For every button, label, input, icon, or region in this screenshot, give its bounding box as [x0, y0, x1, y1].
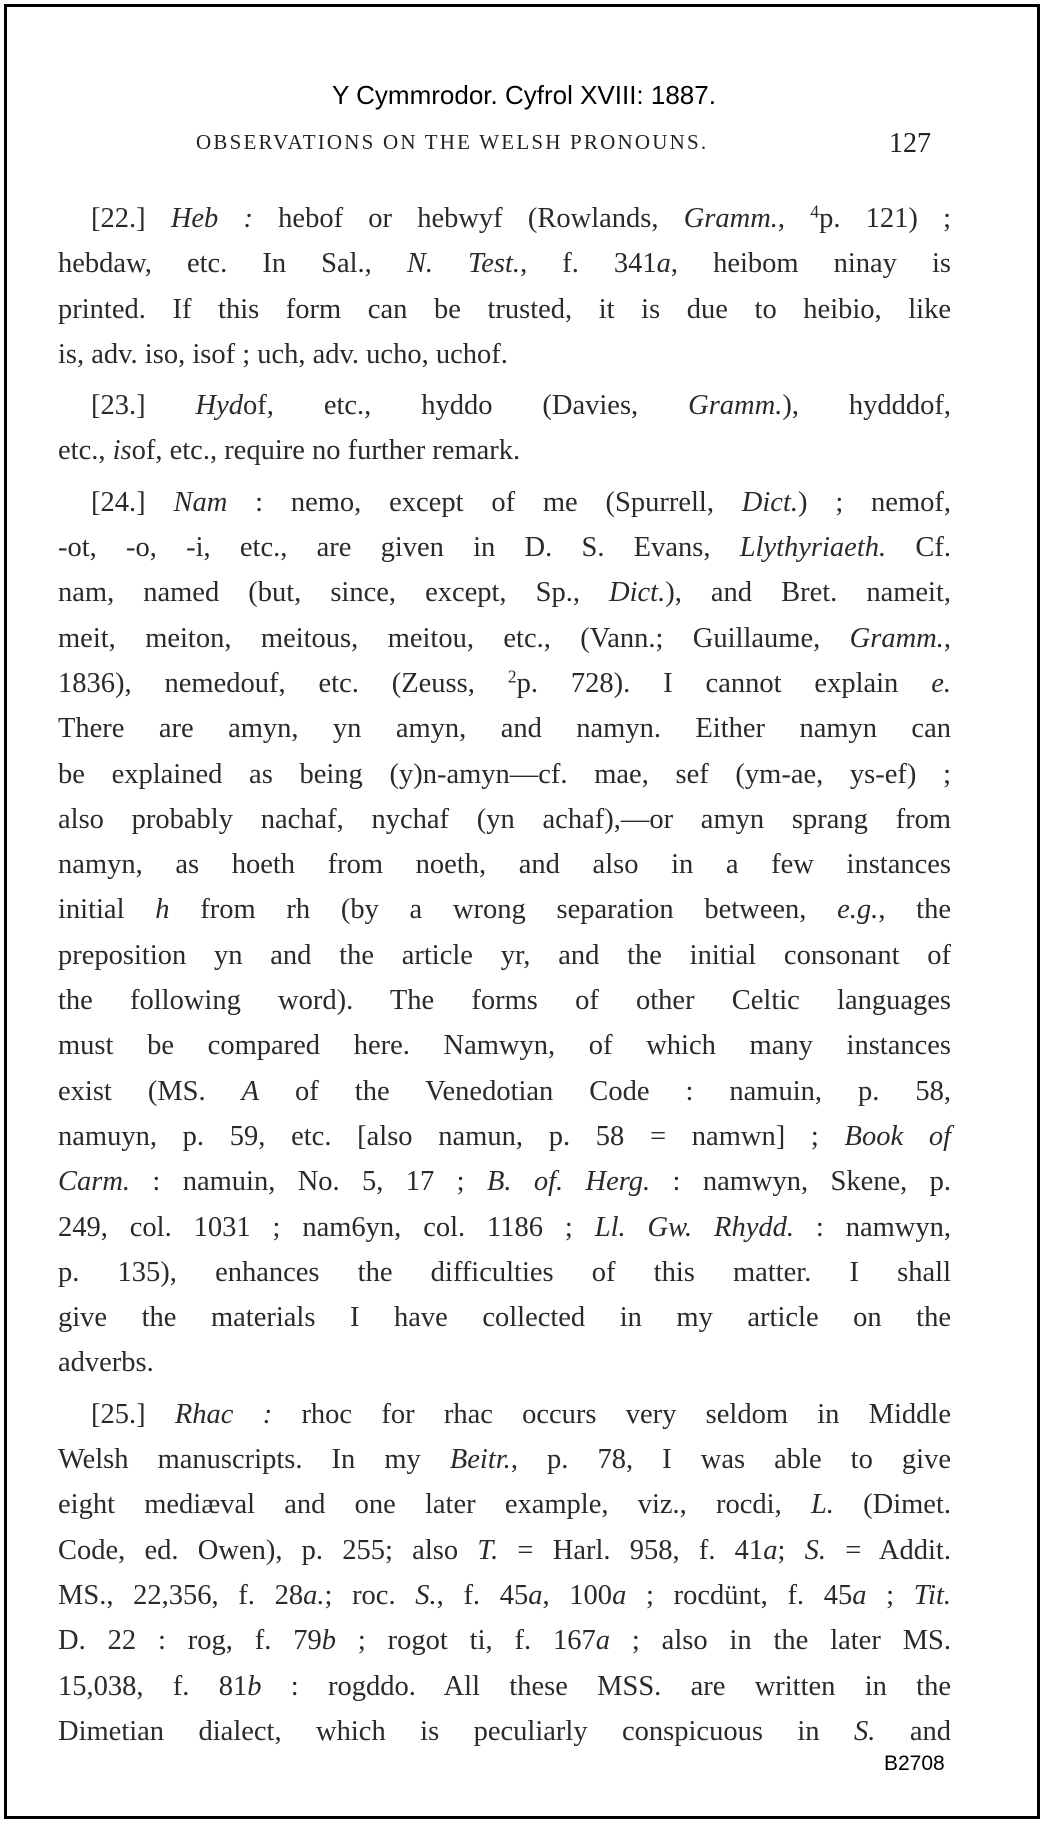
text-line: the following word). The forms of other Celtic languages [58, 985, 951, 1017]
document-id: B2708 [884, 1752, 945, 1775]
text-line: etc., isof, etc., require no further remark. [58, 435, 521, 467]
text-line: namyn, as hoeth from noeth, and also in a few instances [58, 849, 951, 881]
text-line: exist (MS. A of the Venedotian Code : namuin, p. 58, [58, 1075, 951, 1107]
journal-caption: Y Cymmrodor. Cyfrol XVIII: 1887. [332, 80, 716, 110]
text-line: Code, ed. Owen), p. 255; also T. = Harl. 958, f. 41a; S. = Addit. [58, 1534, 951, 1566]
text-line: Carm. : namuin, No. 5, 17 ; B. of. Herg. : namwyn, Skene, p. [58, 1166, 952, 1198]
text-line: initial h from rh (by a wrong separation between, e.g., the [58, 894, 951, 926]
text-line: meit, meiton, meitous, meitou, etc., (Vann.; Guillaume, Gramm., [58, 622, 951, 654]
text-line: D. 22 : rog, f. 79b ; rogot ti, f. 167a ; also in the later MS. [58, 1625, 952, 1657]
text-line: printed. If this form can be trusted, it is due to heibio, like [58, 293, 951, 325]
text-line: There are amyn, yn amyn, and namyn. Either namyn can [58, 713, 951, 745]
text-line: also probably nachaf, nychaf (yn achaf),—or amyn sprang from [58, 803, 951, 835]
text-line: 15,038, f. 81b : rogddo. All these MSS. are written in the [58, 1670, 951, 1702]
text-line: MS., 22,356, f. 28a.; roc. S., f. 45a, 100a ; rocdünt, f. 45a ; Tit. [58, 1579, 952, 1611]
text-line: eight mediæval and one later example, viz., rocdi, L. (Dimet. [58, 1489, 951, 1521]
text-line: Dimetian dialect, which is peculiarly conspicuous in S. and [58, 1715, 951, 1747]
body-text [58, 196, 951, 1754]
text-line: p. 135), enhances the difficulties of this matter. I shall [58, 1256, 951, 1288]
text-line: adverbs. [58, 1347, 154, 1379]
text-line: [24.] Nam : nemo, except of me (Spurrell, Dict.) ; nemof, [91, 486, 951, 518]
text-line: namuyn, p. 59, etc. [also namun, p. 58 = namwn] ; Book of [58, 1120, 951, 1152]
text-line: nam, named (but, since, except, Sp., Dict.), and Bret. nameit, [58, 577, 951, 609]
text-line: 1836), nemedouf, etc. (Zeuss, $^2$p. 728). I cannot explain e. [58, 666, 951, 699]
text-line: hebdaw, etc. In Sal., N. Test., f. 341a, heibom ninay is [58, 248, 951, 280]
text-line: be explained as being (y)n-amyn—cf. mae, sef (ym-ae, ys-ef) ; [58, 758, 951, 790]
page-number: 127 [889, 128, 931, 159]
text-line: -ot, -o, -i, etc., are given in D. S. Evans, Llythyriaeth. Cf. [58, 532, 951, 564]
text-line: is, adv. iso, isof ; uch, adv. ucho, uchof. [58, 338, 508, 370]
paragraph-23 [58, 383, 951, 474]
text-line: [25.] Rhac : rhoc for rhac occurs very seldom in Middle [91, 1398, 951, 1430]
text-line: [23.] Hydof, etc., hyddo (Davies, Gramm.), hydddof, [91, 390, 952, 422]
text-line: Welsh manuscripts. In my Beitr., p. 78, I was able to give [58, 1444, 951, 1476]
paragraph-24 [58, 480, 951, 1386]
text-line: give the materials I have collected in my article on the [58, 1302, 951, 1334]
text-line: must be compared here. Namwyn, of which many instances [58, 1030, 951, 1062]
running-head: OBSERVATIONS ON THE WELSH PRONOUNS. [196, 130, 709, 154]
text-line: [22.] Heb : hebof or hebwyf (Rowlands, Gramm., $^4$p. 121) ; [91, 201, 951, 234]
paragraph-22 [58, 196, 951, 377]
paragraph-25 [58, 1392, 951, 1754]
text-line: 249, col. 1031 ; nam6yn, col. 1186 ; Ll. Gw. Rhydd. : namwyn, [58, 1211, 951, 1243]
text-line: preposition yn and the article yr, and the initial consonant of [58, 939, 951, 971]
